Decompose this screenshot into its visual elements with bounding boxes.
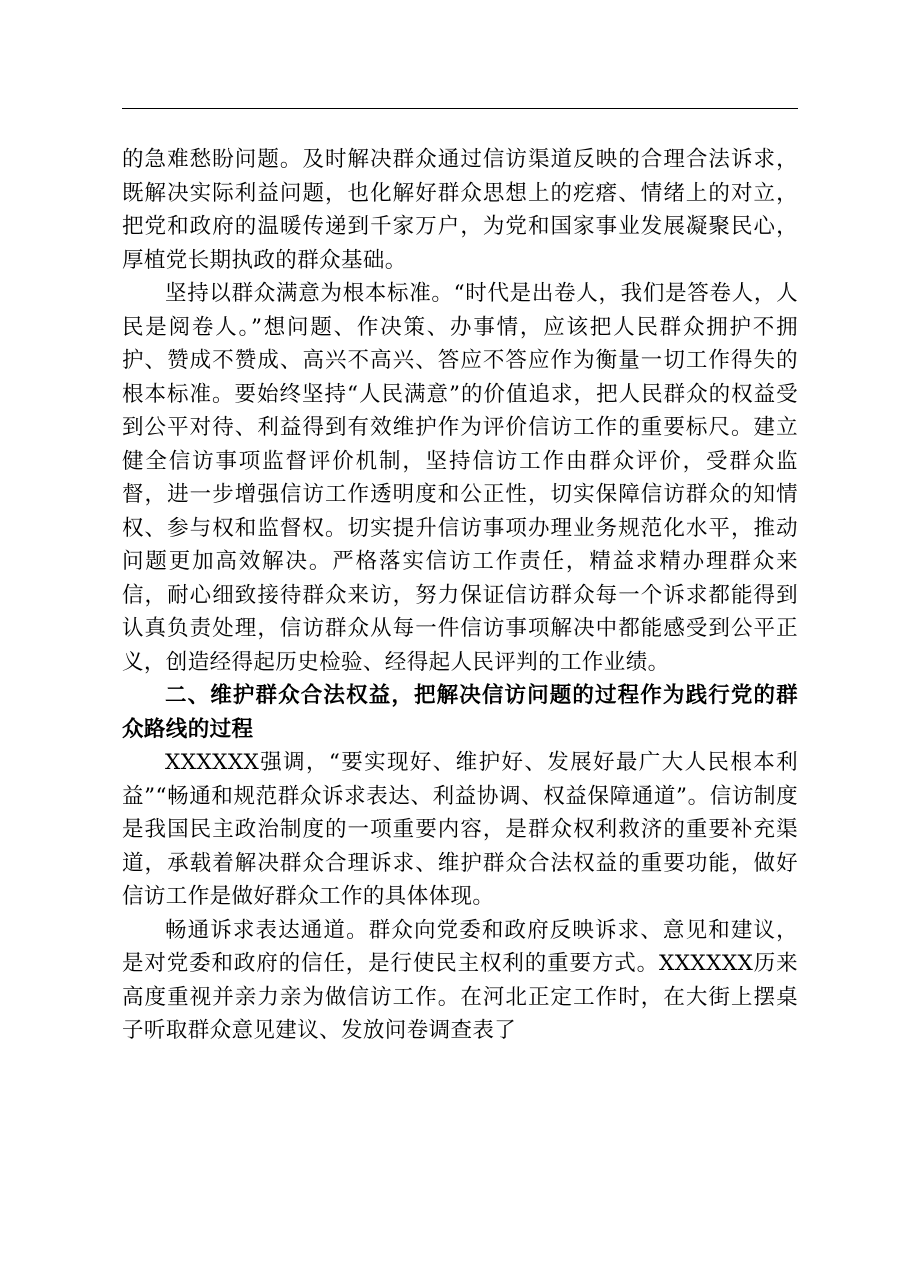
document-body [122, 143, 798, 1048]
header-rule [122, 108, 798, 109]
paragraph-satisfaction-standard: 坚持以群众满意为根本标准。“时代是出卷人，我们是答卷人，人民是阅卷人。”想问题、作决策、办事情，应该把人民群众拥护不拥护、赞成不赞成、高兴不高兴、答应不答应作为衡量一切工作得失的根本标准。要始终坚持“人民满意”的价值追求，把人民群众的权益受到公平对待、利益得到有效维护作为评价信访工作的重要标尺。建立健全信访事项监督评价机制，坚持信访工作由群众评价，受群众监督，进一步增强信访工作透明度和公正性，切实保障信访群众的知情权、参与权和监督权。切实提升信访事项办理业务规范化水平，推动问题更加高效解决。严格落实信访工作责任，精益求精办理群众来信，耐心细致接待群众来访，努力保证信访群众每一个诉求都能得到认真负责处理，信访群众从每一件信访事项解决中都能感受到公平正义，创造经得起历史检验、经得起人民评判的工作业绩。 [122, 281, 798, 675]
paragraph-rights-intro: XXXXXX强调，“要实现好、维护好、发展好最广大人民根本利益”“畅通和规范群众诉求表达、利益协调、权益保障通道”。信访制度是我国民主政治制度的一项重要内容，是群众权利救济的重要补充渠道，承载着解决群众合理诉求、维护群众合法权益的重要功能，做好信访工作是做好群众工作的具体体现。 [122, 750, 798, 909]
paragraph-appeal-channels: 畅通诉求表达通道。群众向党委和政府反映诉求、意见和建议，是对党委和政府的信任，是行使民主权利的重要方式。XXXXXX历来高度重视并亲力亲为做信访工作。在河北正定工作时，在大街上摆桌子听取群众意见建议、发放问卷调查表了 [122, 917, 798, 1043]
section-heading-two: 二、维护群众合法权益，把解决信访问题的过程作为践行党的群众路线的过程 [122, 683, 798, 742]
paragraph-continuation: 的急难愁盼问题。及时解决群众通过信访渠道反映的合理合法诉求，既解决实际利益问题，也化解好群众思想上的疙瘩、情绪上的对立，把党和政府的温暖传递到千家万户，为党和国家事业发展凝聚民心，厚植党长期执政的群众基础。 [122, 147, 798, 273]
